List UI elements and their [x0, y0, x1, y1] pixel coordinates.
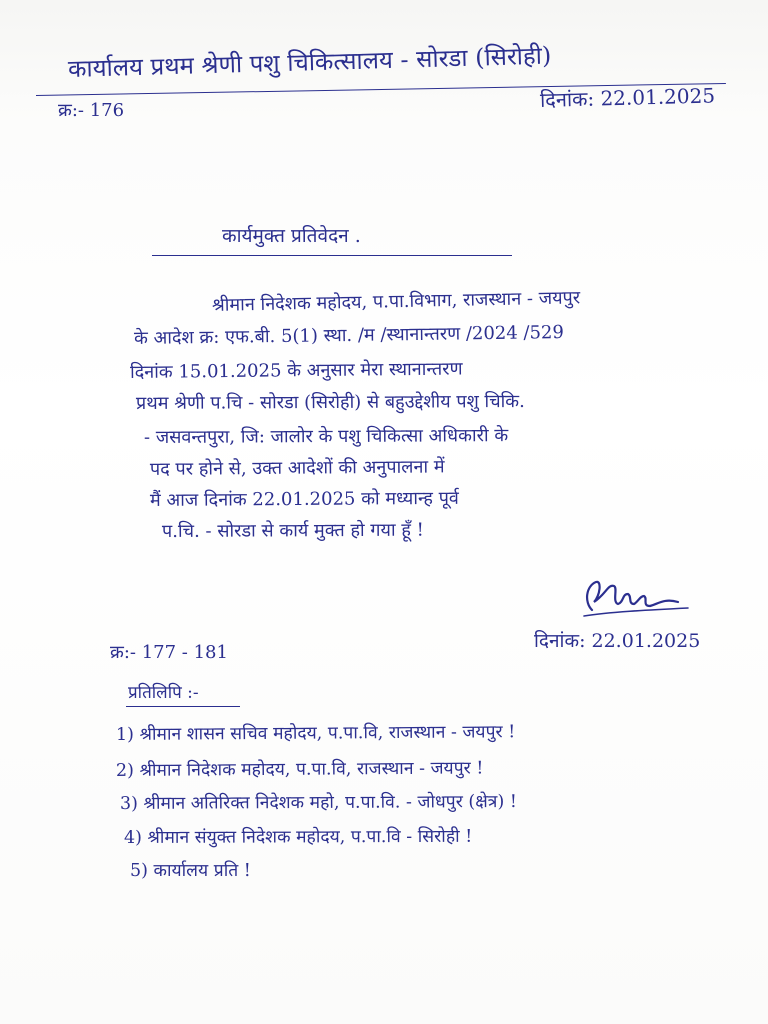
body-line-6: पद पर होने से, उक्त आदेशों की अनुपालना में [149, 456, 445, 480]
cc-recipient-1: 1) श्रीमान शासन सचिव महोदय, प.पा.वि, राजस्थान - जयपुर ! [115, 722, 516, 745]
cc-heading: प्रतिलिपि :- [128, 683, 199, 703]
reference-number: क्र:- 176 [58, 100, 125, 121]
body-line-1: श्रीमान निदेशक महोदय, प.पा.विभाग, राजस्थान - जयपुर [211, 287, 581, 316]
subject-heading: कार्यमुक्त प्रतिवेदन . [222, 225, 361, 247]
body-line-2: के आदेश क्र: एफ.बी. 5(1) स्था. /म /स्थानान्तरण /2024 /529 [133, 321, 565, 349]
subject-underline [152, 255, 512, 256]
body-line-3: दिनांक 15.01.2025 के अनुसार मेरा स्थानान्तरण [129, 358, 463, 383]
body-line-4: प्रथम श्रेणी प.चि - सोरडा (सिरोही) से बहुउद्देशीय पशु चिकि. [135, 390, 525, 414]
office-title: कार्यालय प्रथम श्रेणी पशु चिकित्सालय - सोरडा (सिरोही) [67, 41, 552, 83]
cc-heading-underline [126, 706, 240, 707]
body-line-8: प.चि. - सोरडा से कार्य मुक्त हो गया हूँ ! [161, 519, 424, 542]
body-line-7: मैं आज दिनांक 22.01.2025 को मध्यान्ह पूर्व [149, 487, 459, 511]
endorsement-reference-number: क्र:- 177 - 181 [110, 642, 228, 663]
cc-recipient-5: 5) कार्यालय प्रति ! [130, 861, 251, 881]
letter-date: दिनांक: 22.01.2025 [539, 83, 716, 112]
cc-recipient-3: 3) श्रीमान अतिरिक्त निदेशक महो, प.पा.वि. - जोधपुर (क्षेत्र) ! [119, 791, 517, 814]
signature [578, 572, 698, 622]
body-line-5: - जसवन्तपुरा, जि: जालोर के पशु चिकित्सा अधिकारी के [143, 425, 509, 448]
cc-recipient-2: 2) श्रीमान निदेशक महोदय, प.पा.वि, राजस्थान - जयपुर ! [115, 758, 484, 781]
cc-recipient-4: 4) श्रीमान संयुक्त निदेशक महोदय, प.पा.वि - सिरोही ! [123, 826, 473, 848]
endorsement-date: दिनांक: 22.01.2025 [534, 630, 701, 652]
